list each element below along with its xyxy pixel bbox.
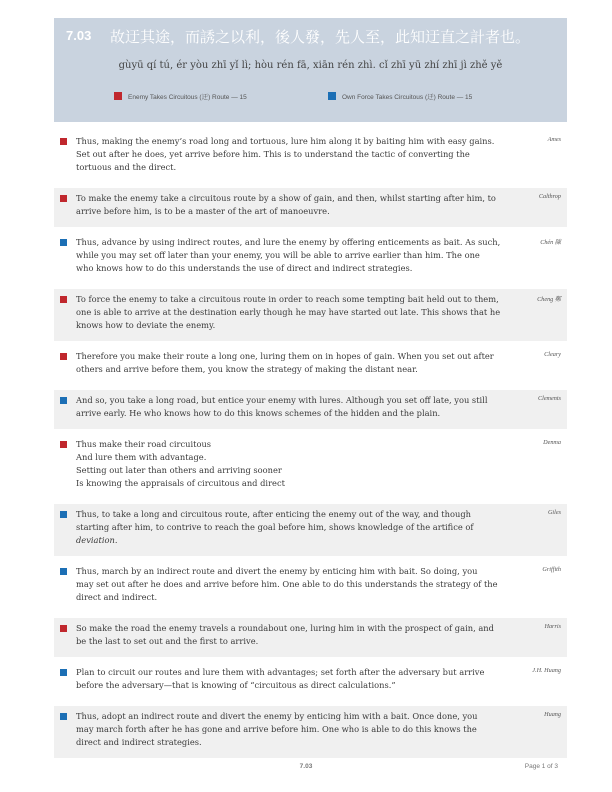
translator-name: Cleary <box>544 351 561 358</box>
blue-marker-icon <box>60 511 67 518</box>
translation-line: knows how to deviate the enemy. <box>76 320 216 330</box>
red-marker-icon <box>60 625 67 632</box>
translation-text <box>76 293 518 332</box>
verse-number: 7.03 <box>66 28 92 43</box>
translator-name: Chén 陳 <box>540 239 561 246</box>
translation-entry <box>54 561 567 613</box>
translation-line: And lure them with advantage. <box>76 452 207 462</box>
blue-square-icon <box>328 92 336 100</box>
translation-line: And so, you take a long road, but entice your enemy with lures. Although you set off late, you still <box>76 395 488 405</box>
translation-line: Thus, advance by using indirect routes, and lure the enemy by offering enticements as bait. As such, <box>76 237 501 247</box>
legend-own-force-circuitous <box>328 92 472 101</box>
chinese-text: 故迂其途，而誘之以利，後人發，先人至，此知迂直之計者也。 <box>110 28 531 46</box>
translator-name: Cheng 鄭 <box>537 296 561 303</box>
translation-entry <box>54 131 567 183</box>
red-marker-icon <box>60 296 67 303</box>
translation-entry <box>54 618 567 657</box>
translation-line: Set out after he does, yet arrive before him. This is to understand the tactic of converting the <box>76 149 470 159</box>
translation-text <box>76 236 518 275</box>
translation-entry <box>54 706 567 758</box>
translation-line: tortuous and the direct. <box>76 162 177 172</box>
translation-line: Thus, adopt an indirect route and divert the enemy by enticing him with a bait. Once done, you <box>76 711 478 721</box>
translation-entry <box>54 662 567 701</box>
translation-line: be the last to set out and the first to arrive. <box>76 636 259 646</box>
translation-line: who knows how to do this understands the use of direct and indirect strategies. <box>76 263 413 273</box>
translator-name: Calthrop <box>538 193 561 200</box>
translation-text <box>76 135 518 174</box>
translation-text <box>76 710 518 749</box>
blue-marker-icon <box>60 568 67 575</box>
translation-line: To make the enemy take a circuitous route by a show of gain, and then, whilst starting after him, to <box>76 193 496 203</box>
translation-line: So make the road the enemy travels a roundabout one, luring him in with the prospect of gain, and <box>76 623 494 633</box>
translation-entry <box>54 346 567 385</box>
translation-line: Therefore you make their route a long one, luring them on in hopes of gain. When you set out after <box>76 351 494 361</box>
translation-text <box>76 622 518 648</box>
translation-line: while you may set off later than your enemy, you will be able to arrive earlier than him. The one <box>76 250 480 260</box>
translation-entry <box>54 390 567 429</box>
red-marker-icon <box>60 353 67 360</box>
translation-line: deviation. <box>76 535 118 545</box>
pinyin-text: gùyū qí tú, ér yòu zhī yǐ lì; hòu rén fā, xiān rén zhì. cǐ zhī yū zhí zhī jì zhě yě <box>118 60 503 71</box>
translation-line: arrive before him, is to be a master of the art of manoeuvre. <box>76 206 330 216</box>
translation-text <box>76 666 518 692</box>
translator-name: Huang <box>544 711 561 718</box>
translation-entry <box>54 232 567 284</box>
footer-verse-number: 7.03 <box>299 763 313 770</box>
translator-name: Denma <box>543 439 561 446</box>
legend-label: Own Force Takes Circuitous (迂) Route — 15 <box>342 94 473 101</box>
blue-marker-icon <box>60 669 67 676</box>
translator-name: Clements <box>537 395 561 402</box>
translation-line: Thus make their road circuitous <box>76 439 212 449</box>
red-marker-icon <box>60 138 67 145</box>
translation-line: may set out after he does and arrive before him. One able to do this understands the strategy of the <box>76 579 498 589</box>
blue-marker-icon <box>60 239 67 246</box>
translation-line: may march forth after he has gone and arrive before him. One who is able to do this knows the <box>76 724 477 734</box>
translator-name: Ames <box>547 136 561 143</box>
translation-line: Is knowing the appraisals of circuitous and direct <box>76 478 285 488</box>
translation-line: Plan to circuit our routes and lure them with advantages; set forth after the adversary but arrive <box>76 667 485 677</box>
legend-enemy-circuitous <box>114 92 247 101</box>
verse-header <box>54 18 567 122</box>
blue-marker-icon <box>60 713 67 720</box>
translation-line: Thus, to take a long and circuitous route, after enticing the enemy out of the way, and though <box>76 509 471 519</box>
translator-name: Giles <box>547 509 561 516</box>
translation-line: before the adversary—that is knowing of “circuitous as direct calculations.” <box>76 680 396 690</box>
translator-name: J.H. Huang <box>532 667 561 674</box>
translation-line: To force the enemy to take a circuitous route in order to reach some tempting bait held out to them, <box>76 294 499 304</box>
translation-line: starting after him, to contrive to reach the goal before him, shows knowledge of the artifice of <box>76 522 474 532</box>
translation-line: direct and indirect strategies. <box>76 737 202 747</box>
red-marker-icon <box>60 441 67 448</box>
translation-entry <box>54 289 567 341</box>
translation-text <box>76 350 518 376</box>
translation-text <box>76 508 518 547</box>
translation-text <box>76 565 518 604</box>
translation-entry <box>54 434 567 499</box>
translation-line: one is able to arrive at the destination early though he may have started out late. This shows that he <box>76 307 501 317</box>
red-marker-icon <box>60 195 67 202</box>
translation-entry <box>54 504 567 556</box>
translation-line: arrive early. He who knows how to do this knows schemes of the hidden and the plain. <box>76 408 441 418</box>
translation-line: others and arrive before them, you know the strategy of making the distant near. <box>76 364 418 374</box>
translation-text <box>76 394 518 420</box>
red-square-icon <box>114 92 122 100</box>
legend-label: Enemy Takes Circuitous (迂) Route — 15 <box>128 94 247 101</box>
translator-name: Griffith <box>542 566 561 573</box>
blue-marker-icon <box>60 397 67 404</box>
translation-text <box>76 192 518 218</box>
translation-text <box>76 438 518 490</box>
translation-line: Setting out later than others and arriving sooner <box>76 465 282 475</box>
translation-line: direct and indirect. <box>76 592 158 602</box>
translation-line: Thus, march by an indirect route and divert the enemy by enticing him with bait. So doing, you <box>76 566 478 576</box>
translator-name: Harris <box>544 623 561 630</box>
page-indicator: Page 1 of 3 <box>524 763 558 770</box>
translation-entry <box>54 188 567 227</box>
translation-line: Thus, making the enemy’s road long and tortuous, lure him along it by baiting him with easy gains. <box>76 136 495 146</box>
